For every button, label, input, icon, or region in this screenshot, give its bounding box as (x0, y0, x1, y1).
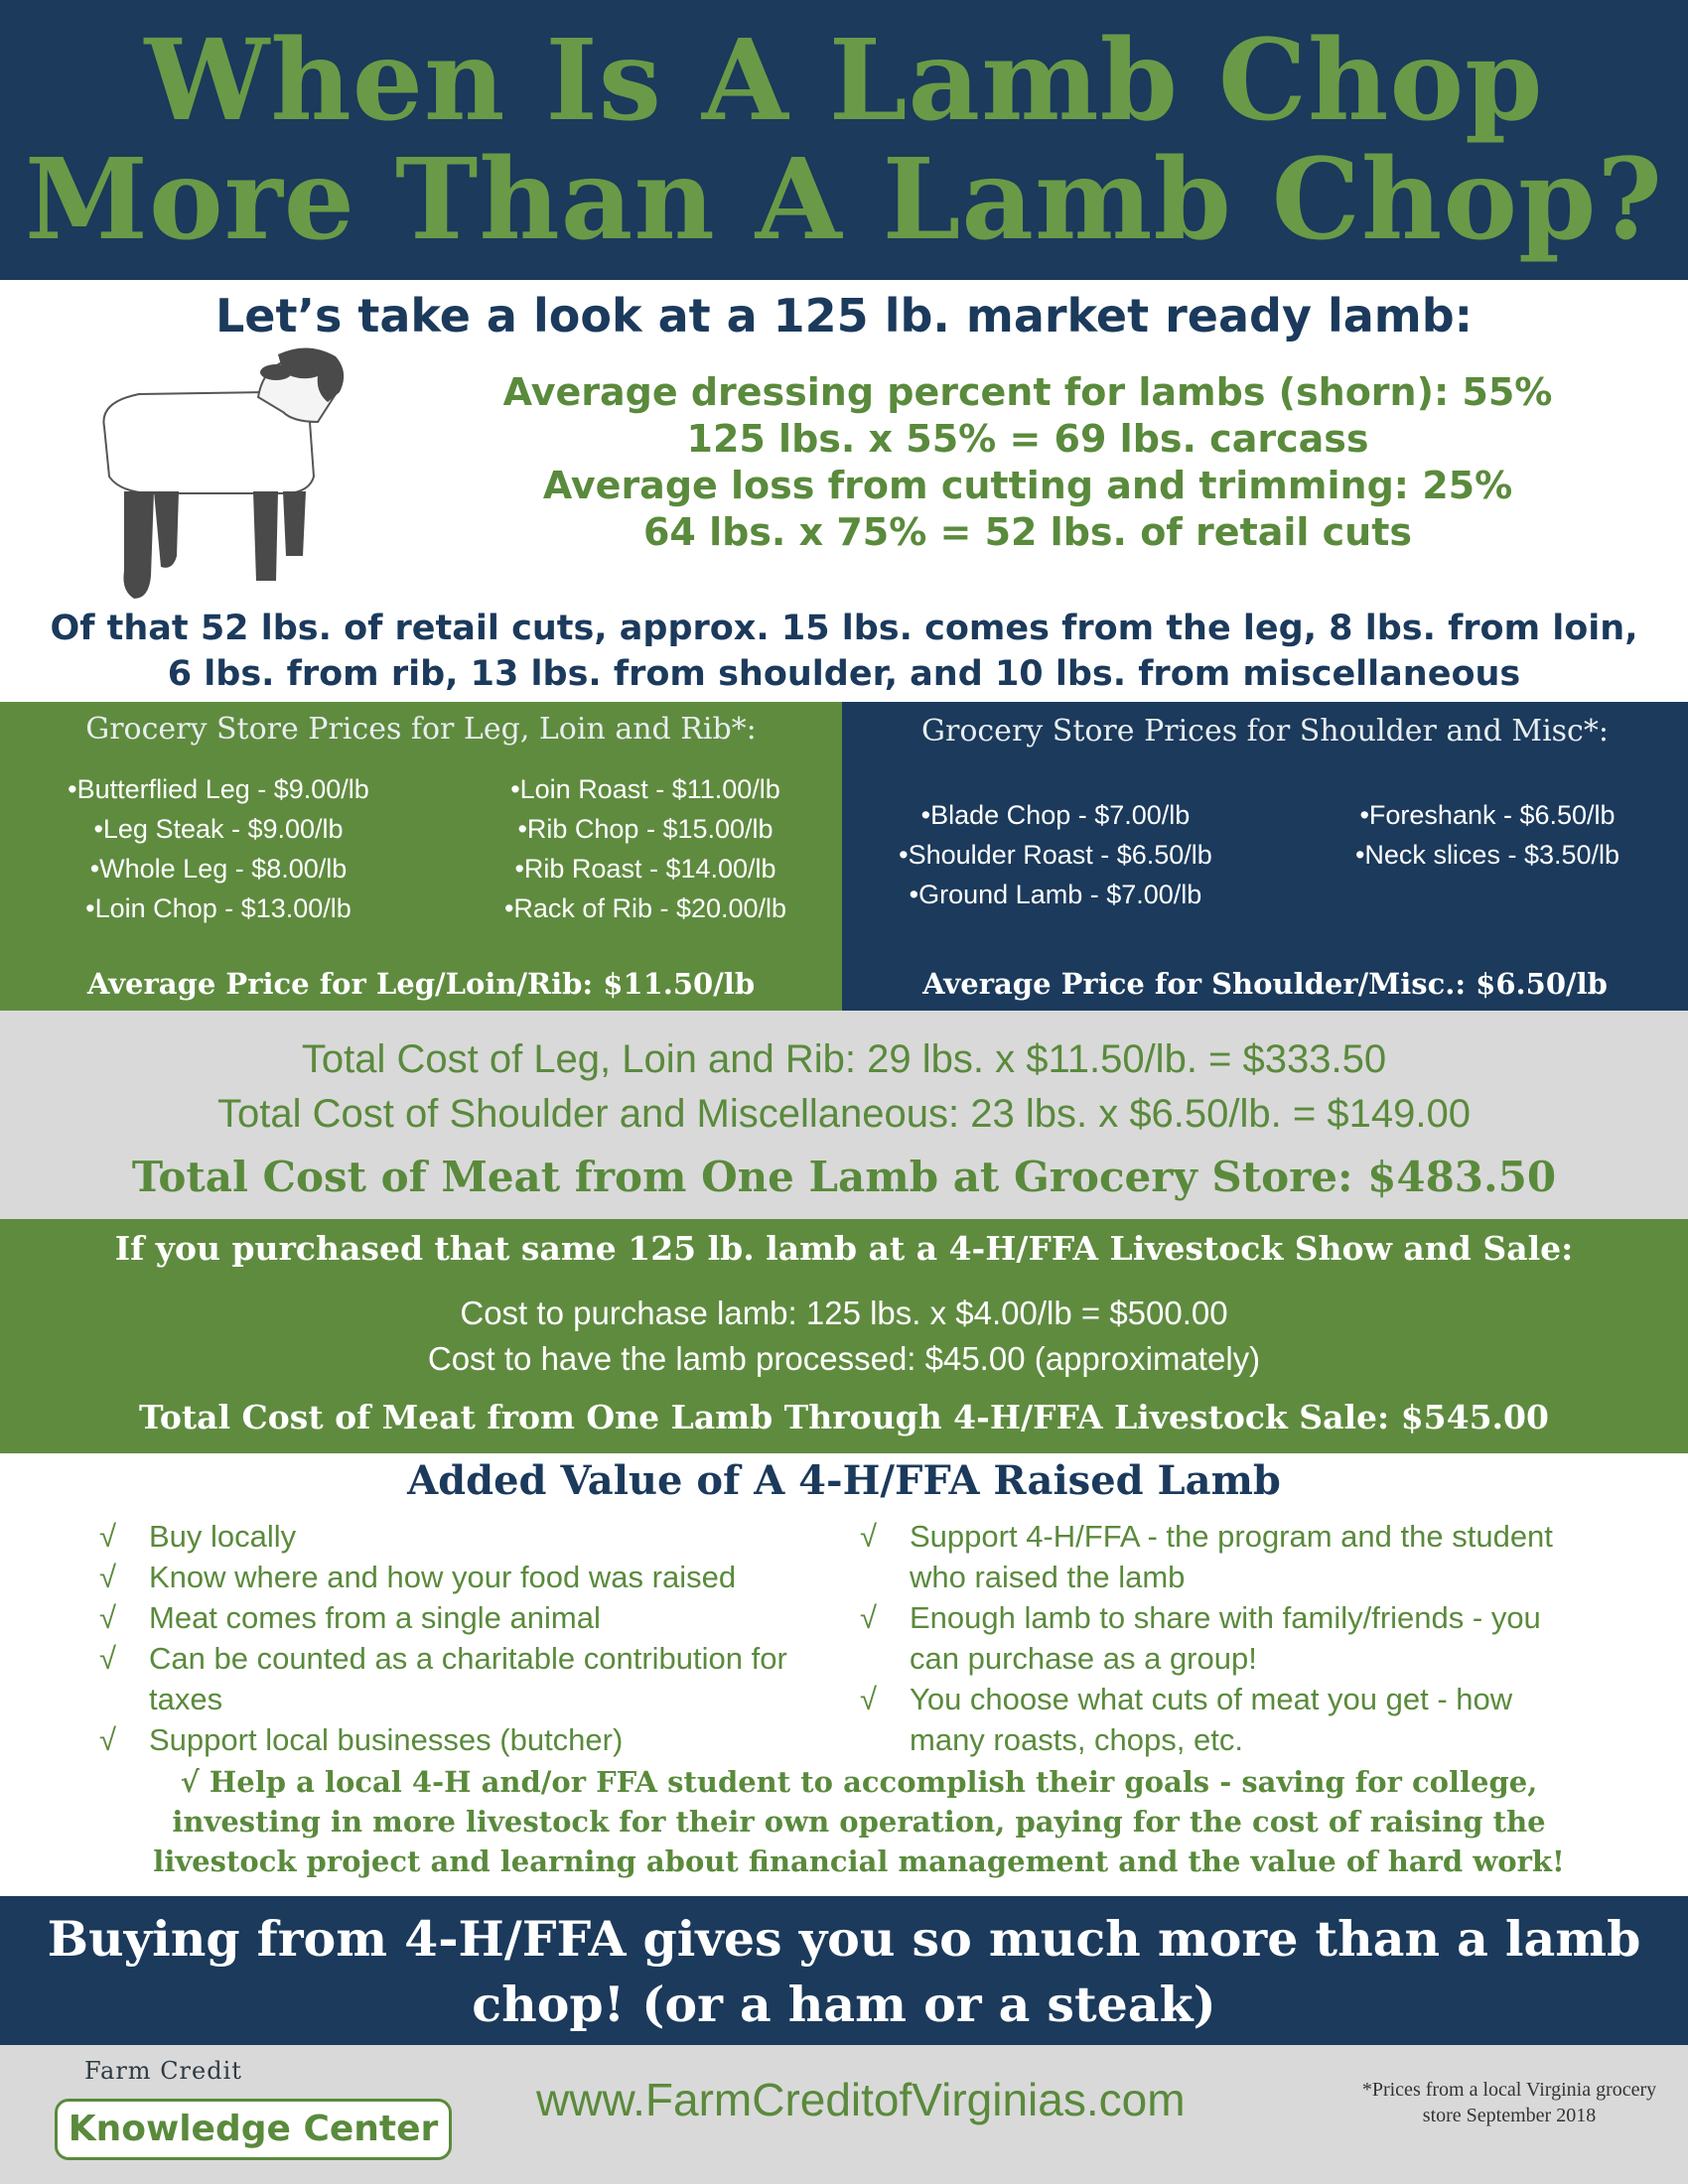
check-icon: √ (860, 1519, 878, 1554)
logo-brand-main: Knowledge Center (55, 2099, 452, 2160)
stat-line: Average loss from cutting and trimming: 25% (542, 464, 1513, 507)
price-column (862, 795, 1249, 914)
leg-loin-rib-prices-panel (0, 702, 842, 1011)
list-item: √ Buy locally (99, 1516, 814, 1557)
check-icon: √ (99, 1600, 117, 1635)
retail-summary: Of that 52 lbs. of retail cuts, approx. 15 lbs. comes from the leg, 8 lbs. from loin, 6 lbs. from rib, 13 lbs. from shoulder, and 10 lbs. from miscellaneous (50, 609, 1638, 694)
stat-line: 64 lbs. x 75% = 52 lbs. of retail cuts (642, 510, 1413, 554)
closing-banner: Buying from 4-H/FFA gives you so much more than a lamb chop! (or a ham or a steak) (0, 1896, 1688, 2045)
list-item: √ You choose what cuts of meat you get - how many roasts, chops, etc. (860, 1679, 1595, 1760)
sale-total: Total Cost of Meat from One Lamb Through 4-H/FFA Livestock Sale: $545.00 (139, 1398, 1549, 1436)
price-item: •Rack of Rib - $20.00/lb (503, 893, 787, 923)
added-value-list-right (860, 1516, 1595, 1760)
farm-credit-logo (55, 2057, 472, 2176)
list-item: √ Know where and how your food was raised (99, 1557, 814, 1597)
price-item: •Neck slices - $3.50/lb (1354, 840, 1620, 870)
check-icon: √ (860, 1600, 878, 1635)
sale-line: Cost to have the lamb processed: $45.00 (approximately) (427, 1340, 1261, 1377)
title-header (0, 0, 1688, 280)
price-item: •Blade Chop - $7.00/lb (920, 800, 1191, 830)
price-item: •Loin Chop - $13.00/lb (85, 893, 352, 923)
check-icon: √ (99, 1560, 117, 1594)
logo-brand-top: Farm Credit (84, 2057, 242, 2085)
price-item: •Leg Steak - $9.00/lb (93, 814, 344, 844)
check-icon: √ (99, 1641, 117, 1676)
sale-heading: If you purchased that same 125 lb. lamb at a 4-H/FFA Livestock Show and Sale: (114, 1229, 1574, 1268)
price-item: •Loin Roast - $11.00/lb (510, 774, 780, 804)
average-price: Average Price for Shoulder/Misc.: $6.50/lb (922, 967, 1608, 1001)
title-line-2: More Than A Lamb Chop? (25, 135, 1663, 265)
price-source-note: *Prices from a local Virginia grocery store September 2018 (1361, 2079, 1657, 2126)
footer (0, 2045, 1688, 2184)
list-item: √ Can be counted as a charitable contribution for taxes (99, 1638, 814, 1719)
panel-title: Grocery Store Prices for Leg, Loin and Rib*: (85, 712, 757, 747)
average-price: Average Price for Leg/Loin/Rib: $11.50/lb (86, 967, 756, 1001)
price-item: •Shoulder Roast - $6.50/lb (899, 840, 1212, 870)
price-column (1309, 795, 1666, 875)
lamb-illustration-icon (79, 342, 357, 606)
check-icon: √ (860, 1682, 878, 1716)
title-line-1: When Is A Lamb Chop (144, 16, 1544, 146)
check-icon: √ (99, 1722, 117, 1757)
panel-title: Grocery Store Prices for Shoulder and Misc*: (921, 714, 1609, 749)
sale-line: Cost to purchase lamb: 125 lbs. x $4.00/lb = $500.00 (460, 1295, 1228, 1331)
total-line: Total Cost of Leg, Loin and Rib: 29 lbs. x $11.50/lb. = $333.50 (301, 1037, 1387, 1081)
price-item: •Foreshank - $6.50/lb (1359, 800, 1616, 830)
dressing-stats (427, 369, 1628, 556)
price-item: •Ground Lamb - $7.00/lb (909, 880, 1202, 909)
list-item: √ Support 4-H/FFA - the program and the student who raised the lamb (860, 1516, 1595, 1597)
list-item: √ Support local businesses (butcher) (99, 1719, 814, 1760)
total-line: Total Cost of Shoulder and Miscellaneous: 23 lbs. x $6.50/lb. = $149.00 (217, 1092, 1471, 1136)
price-item: •Whole Leg - $8.00/lb (89, 854, 348, 884)
list-item: √ Enough lamb to share with family/friends - you can purchase as a group! (860, 1597, 1595, 1679)
added-value-list-left (99, 1516, 814, 1760)
price-item: •Rib Chop - $15.00/lb (517, 814, 774, 844)
added-value-heading: Added Value of A 4-H/FFA Raised Lamb (407, 1457, 1281, 1504)
price-item: •Butterflied Leg - $9.00/lb (68, 774, 369, 804)
stat-line: 125 lbs. x 55% = 69 lbs. carcass (686, 417, 1369, 461)
stat-line: Average dressing percent for lambs (shorn): 55% (502, 370, 1553, 414)
list-item: √ Meat comes from a single animal (99, 1597, 814, 1638)
grocery-totals (0, 1011, 1688, 1219)
check-icon: √ (99, 1519, 117, 1554)
intro-heading: Let’s take a look at a 125 lb. market ready lamb: (214, 289, 1474, 342)
shoulder-misc-prices-panel (842, 702, 1688, 1011)
website-link[interactable]: www.FarmCreditofVirginias.com (536, 2074, 1186, 2125)
student-goals-statement: √ Help a local 4-H and/or FFA student to accomplish their goals - saving for college, investing in more livestock for their own operation, paying for the cost of raising the livestock project and learning about financial management and the value of hard work! (153, 1765, 1565, 1878)
livestock-sale-section (0, 1219, 1688, 1453)
price-item: •Rib Roast - $14.00/lb (514, 854, 776, 884)
price-column (30, 769, 407, 928)
grocery-grand-total: Total Cost of Meat from One Lamb at Grocery Store: $483.50 (131, 1153, 1557, 1201)
price-column (467, 769, 824, 928)
